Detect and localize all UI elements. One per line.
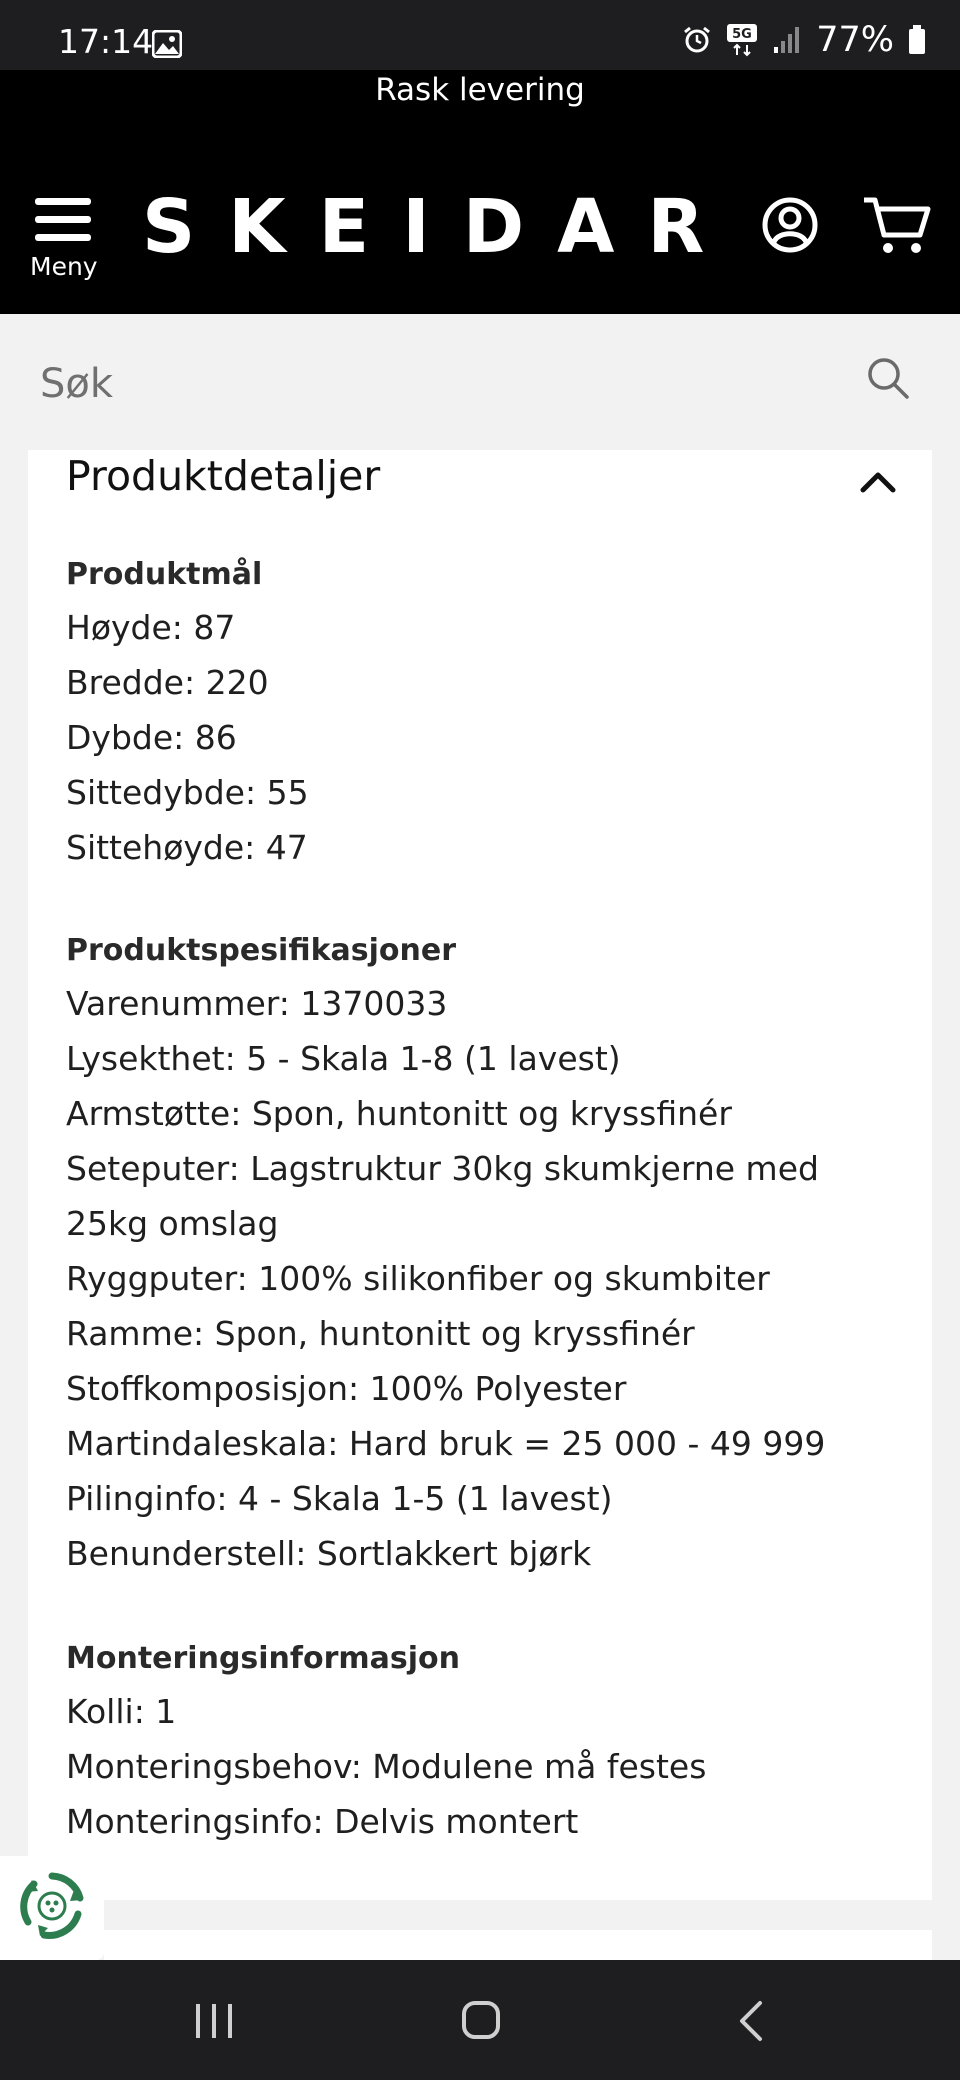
search-icon[interactable] [866, 356, 910, 400]
detail-line: Seteputer: Lagstruktur 30kg skumkjerne med [66, 1149, 819, 1188]
detail-line: Stoffkomposisjon: 100% Polyester [66, 1369, 627, 1408]
detail-line: Ryggputer: 100% silikonfiber og skumbiter [66, 1259, 770, 1298]
section-heading: Produktmål [66, 557, 263, 592]
detail-line: Varenummer: 1370033 [66, 984, 448, 1023]
detail-line: Monteringsbehov: Modulene må festes [66, 1747, 707, 1786]
menu-label: Meny [30, 252, 98, 281]
assembly-section [66, 1634, 706, 1849]
next-section-edge [104, 1930, 932, 1960]
svg-text:5G: 5G [732, 27, 753, 42]
detail-line: Armstøtte: Spon, huntonitt og kryssfinér [66, 1094, 732, 1133]
detail-line: Benunderstell: Sortlakkert bjørk [66, 1534, 592, 1573]
home-icon[interactable] [461, 2000, 501, 2040]
cart-icon[interactable] [862, 195, 932, 257]
search-input[interactable] [40, 354, 840, 414]
section-heading: Produktspesifikasjoner [66, 933, 457, 968]
status-right [682, 20, 926, 60]
site-header [0, 150, 960, 314]
detail-line: Kolli: 1 [66, 1692, 177, 1731]
system-navigation-bar [0, 1960, 960, 2080]
detail-line: Bredde: 220 [66, 663, 269, 702]
alarm-icon [682, 25, 712, 55]
recent-apps-icon[interactable] [192, 2002, 236, 2040]
detail-line: Ramme: Spon, huntonitt og kryssfinér [66, 1314, 695, 1353]
hamburger-menu-icon [30, 198, 96, 241]
panel-title: Produktdetaljer [66, 452, 381, 500]
signal-icon [772, 25, 802, 55]
battery-percent: 77% [816, 20, 894, 60]
eco-badge[interactable] [0, 1856, 104, 1960]
detail-line: Pilinginfo: 4 - Skala 1-5 (1 lavest) [66, 1479, 613, 1518]
battery-icon [908, 25, 926, 55]
section-heading: Monteringsinformasjon [66, 1641, 460, 1676]
dimensions-section [66, 550, 309, 875]
status-time: 17:14 [58, 22, 154, 61]
detail-line: Monteringsinfo: Delvis montert [66, 1802, 579, 1841]
promo-text: Rask levering [375, 72, 585, 108]
chevron-up-icon[interactable] [858, 466, 898, 496]
product-details-toggle[interactable] [66, 452, 380, 500]
detail-line: Lysekthet: 5 - Skala 1-8 (1 lavest) [66, 1039, 621, 1078]
menu-button[interactable] [30, 198, 96, 288]
account-icon[interactable] [760, 195, 820, 255]
search-bar [0, 314, 960, 450]
back-icon[interactable] [738, 2000, 764, 2042]
detail-line: Martindaleskala: Hard bruk = 25 000 - 49 999 [66, 1424, 826, 1463]
network-5g-icon [726, 23, 758, 57]
specifications-section [66, 926, 825, 1581]
detail-line: 25kg omslag [66, 1204, 279, 1243]
detail-line: Høyde: 87 [66, 608, 236, 647]
status-bar [0, 0, 960, 70]
detail-line: Dybde: 86 [66, 718, 237, 757]
photo-icon [152, 30, 182, 58]
detail-line: Sittedybde: 55 [66, 773, 309, 812]
logo[interactable]: SKEIDAR [142, 184, 738, 270]
detail-line: Sittehøyde: 47 [66, 828, 308, 867]
product-details-panel [28, 450, 932, 1900]
recycle-icon [16, 1870, 88, 1942]
